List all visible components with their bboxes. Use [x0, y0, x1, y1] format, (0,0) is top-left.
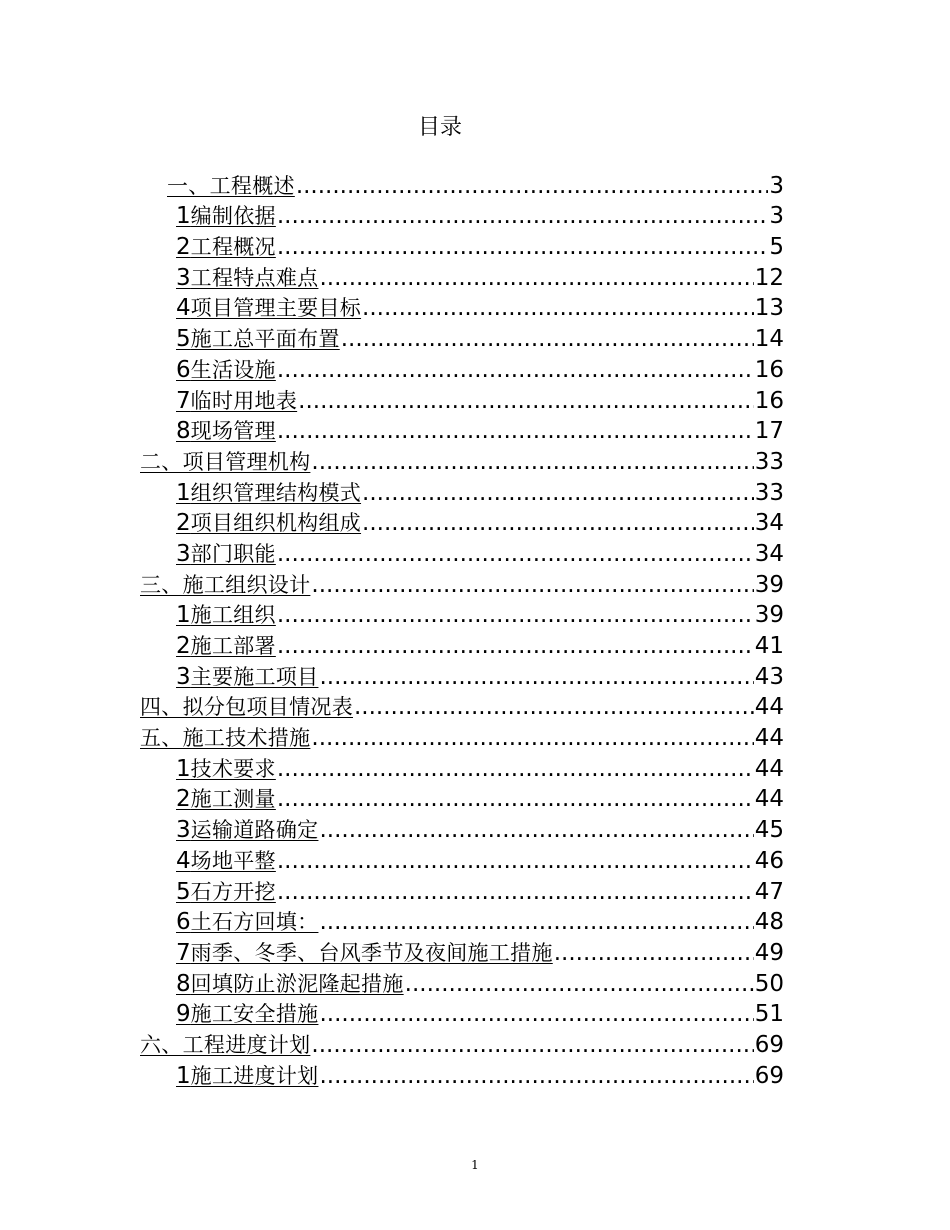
toc-page-number: 43	[754, 663, 784, 690]
toc-entry-text: 编制依据	[190, 204, 276, 229]
toc-link[interactable]	[176, 907, 784, 937]
toc-dot-leader	[319, 263, 753, 293]
toc-page-number: 16	[754, 356, 784, 383]
toc-page-number: 47	[754, 878, 784, 905]
toc-entry-number: 5	[176, 878, 191, 905]
toc-page-number: 44	[754, 694, 784, 721]
toc-entry-text: 项目组织机构组成	[190, 511, 362, 536]
toc-entry-label	[176, 846, 276, 876]
toc-entry	[0, 845, 950, 876]
toc-link[interactable]	[176, 969, 784, 999]
toc-link[interactable]	[176, 846, 784, 876]
toc-entry	[0, 446, 950, 477]
toc-link[interactable]	[176, 263, 784, 293]
toc-entry-number: 1	[176, 602, 191, 629]
toc-page-number: 39	[754, 602, 784, 629]
toc-dot-leader	[554, 938, 754, 968]
toc-entry-label	[176, 232, 276, 262]
toc-entry-label	[176, 938, 553, 968]
toc-page-number: 33	[754, 448, 784, 475]
toc-entry-number: 6	[176, 356, 191, 383]
toc-entry-number: 2	[176, 633, 191, 659]
toc-entry	[0, 538, 950, 569]
toc-dot-leader	[311, 723, 753, 753]
toc-link[interactable]	[167, 171, 784, 201]
toc-entry	[0, 661, 950, 692]
toc-page-number: 46	[754, 847, 784, 874]
toc-entry-number: 3	[176, 540, 191, 567]
toc-link[interactable]	[176, 999, 784, 1029]
toc-page-number: 3	[769, 172, 784, 199]
toc-dot-leader	[277, 539, 754, 569]
toc-entry-number: 4	[176, 847, 191, 874]
toc-dot-leader	[277, 631, 754, 661]
toc-entry-text: 施工总平面布置	[190, 327, 340, 352]
toc-entry-text: 五、施工技术措施	[140, 726, 311, 751]
toc-entry-label	[140, 570, 310, 600]
toc-entry	[0, 999, 950, 1030]
toc-entry-label	[176, 324, 340, 354]
toc-entry-text: 工程特点难点	[190, 265, 319, 290]
toc-entry	[0, 630, 950, 661]
toc-entry-number: 1	[176, 479, 191, 506]
toc-entry-number: 3	[176, 264, 191, 291]
toc-entry	[0, 907, 950, 938]
toc-entry	[0, 231, 950, 262]
toc-page-number: 69	[754, 1031, 784, 1058]
toc-entry-number: 7	[176, 939, 191, 966]
toc-entry	[0, 385, 950, 416]
toc-page-number: 39	[754, 571, 784, 598]
toc-link[interactable]	[176, 754, 784, 784]
toc-dot-leader	[277, 784, 754, 814]
toc-entry-number: 1	[176, 1062, 191, 1089]
toc-entry-text: 施工安全措施	[190, 1002, 319, 1027]
toc-entry-text: 施工部署	[190, 634, 276, 658]
toc-entry-label	[176, 662, 318, 692]
toc-entry	[0, 814, 950, 845]
toc-page-number: 48	[754, 909, 784, 936]
toc-entry	[0, 569, 950, 600]
toc-link[interactable]	[140, 1030, 784, 1060]
toc-entry	[0, 968, 950, 999]
toc-dot-leader	[277, 355, 754, 385]
toc-link[interactable]	[176, 478, 784, 508]
toc-entry-text: 组织管理结构模式	[190, 480, 362, 505]
toc-entry-text: 施工组织	[190, 603, 276, 628]
toc-entry-label	[176, 416, 276, 446]
toc-entry-text: 技术要求	[190, 756, 276, 781]
toc-entry-text: 石方开挖	[190, 879, 276, 904]
toc-page-number: 69	[754, 1062, 784, 1089]
toc-entry-label	[176, 815, 318, 845]
toc-entry	[0, 692, 950, 723]
toc-link[interactable]	[176, 386, 784, 416]
toc-link[interactable]	[176, 355, 784, 385]
toc-page-number: 49	[754, 939, 784, 966]
toc-dot-leader	[405, 969, 754, 999]
toc-dot-leader	[319, 907, 753, 937]
toc-entry-number: 2	[176, 510, 191, 537]
toc-entry-text: 主要施工项目	[190, 664, 319, 689]
toc-link[interactable]	[176, 293, 784, 323]
toc-entry-label	[140, 692, 353, 722]
toc-link[interactable]	[176, 232, 784, 262]
toc-entry	[0, 477, 950, 508]
toc-entry-text: 土石方回填：	[190, 910, 319, 935]
toc-entry-text: 部门职能	[190, 541, 276, 566]
toc-page-number: 33	[754, 479, 784, 506]
toc-entry-number: 2	[176, 234, 191, 261]
toc-link[interactable]	[140, 570, 784, 600]
toc-entry-label	[167, 171, 295, 201]
toc-link[interactable]	[176, 508, 784, 538]
toc-page-number: 44	[754, 755, 784, 782]
toc-entry-text: 场地平整	[190, 848, 276, 873]
toc-dot-leader	[277, 232, 769, 262]
toc-entry-label	[176, 877, 276, 907]
toc-entry-label	[176, 784, 276, 814]
toc-dot-leader	[277, 600, 754, 630]
toc-entry-label	[176, 386, 297, 416]
toc-entry-label	[176, 1061, 318, 1091]
toc-dot-leader	[311, 570, 753, 600]
toc-dot-leader	[311, 447, 753, 477]
toc-entry-text: 回填防止淤泥隆起措施	[190, 971, 404, 996]
toc-entry-label	[176, 293, 361, 323]
toc-entry	[0, 170, 950, 201]
toc-page-number: 51	[754, 1001, 784, 1028]
toc-link[interactable]	[176, 1061, 784, 1091]
toc-entry-number: 7	[176, 387, 191, 414]
page-number: 1	[471, 1158, 479, 1172]
toc-dot-leader	[319, 815, 753, 845]
toc-page-number: 45	[754, 817, 784, 844]
toc-link[interactable]	[176, 324, 784, 354]
toc-entry-label	[176, 263, 318, 293]
toc-link[interactable]	[176, 416, 784, 446]
toc-entry-label	[140, 1030, 310, 1060]
toc-entry-label	[176, 355, 276, 385]
toc-dot-leader	[341, 324, 754, 354]
toc-link[interactable]	[176, 201, 784, 231]
toc-dot-leader	[277, 416, 754, 446]
toc-entry-text: 雨季、冬季、台风季节及夜间施工措施	[190, 940, 553, 965]
toc-page-number: 44	[754, 725, 784, 752]
toc-dot-leader	[319, 1061, 753, 1091]
toc-page-number: 5	[769, 234, 784, 261]
toc-entry-number: 8	[176, 418, 191, 445]
toc-entry-text: 三、施工组织设计	[140, 572, 311, 597]
toc-entry-label	[176, 201, 276, 231]
toc-entry	[0, 323, 950, 354]
toc-page-number: 3	[769, 203, 784, 230]
toc-dot-leader	[296, 171, 769, 201]
toc-dot-leader	[298, 386, 754, 416]
toc-entry	[0, 753, 950, 784]
toc-entry-text: 一、工程概述	[167, 173, 295, 198]
toc-link[interactable]	[140, 447, 784, 477]
table-of-contents	[0, 170, 950, 1091]
toc-page-number: 41	[754, 633, 784, 659]
toc-page-number: 12	[754, 264, 784, 291]
toc-link[interactable]	[176, 815, 784, 845]
toc-page-number: 17	[754, 418, 784, 445]
toc-entry	[0, 876, 950, 907]
toc-link[interactable]	[176, 631, 784, 661]
toc-link[interactable]	[176, 662, 784, 692]
toc-entry-text: 四、拟分包项目情况表	[140, 695, 353, 720]
toc-entry-text: 施工测量	[190, 787, 276, 812]
toc-entry-number: 4	[176, 295, 191, 322]
toc-entry	[0, 1060, 950, 1091]
toc-entry	[0, 600, 950, 631]
toc-entry-text: 二、项目管理机构	[140, 449, 311, 474]
toc-entry-label	[176, 754, 276, 784]
toc-entry-text: 生活设施	[190, 357, 276, 382]
toc-entry	[0, 1029, 950, 1060]
toc-link[interactable]	[176, 600, 784, 630]
toc-entry-text: 现场管理	[190, 419, 276, 444]
toc-entry-label	[176, 539, 276, 569]
toc-entry	[0, 201, 950, 232]
toc-entry	[0, 508, 950, 539]
toc-entry-text: 项目管理主要目标	[190, 296, 362, 321]
toc-entry-label	[176, 508, 361, 538]
toc-page-number: 34	[754, 540, 784, 567]
toc-entry-label	[176, 999, 318, 1029]
toc-link[interactable]	[140, 692, 784, 722]
toc-entry-label	[140, 723, 310, 753]
toc-link[interactable]	[176, 539, 784, 569]
toc-entry-number: 3	[176, 817, 191, 844]
toc-entry-number: 6	[176, 909, 191, 936]
toc-dot-leader	[319, 999, 753, 1029]
toc-entry	[0, 293, 950, 324]
toc-entry-number: 1	[176, 203, 191, 230]
toc-dot-leader	[362, 508, 754, 538]
toc-entry-text: 运输道路确定	[190, 818, 319, 843]
toc-entry-label	[176, 478, 361, 508]
toc-page-number: 16	[754, 387, 784, 414]
toc-dot-leader	[319, 662, 753, 692]
toc-dot-leader	[277, 754, 754, 784]
toc-dot-leader	[311, 1030, 753, 1060]
toc-entry	[0, 722, 950, 753]
toc-entry-label	[140, 447, 310, 477]
toc-entry-number: 9	[176, 1001, 191, 1028]
toc-entry	[0, 354, 950, 385]
toc-link[interactable]	[140, 723, 784, 753]
toc-entry-number: 1	[176, 755, 191, 782]
toc-page-number: 34	[754, 510, 784, 537]
toc-dot-leader	[362, 478, 754, 508]
toc-page-number: 13	[754, 295, 784, 322]
toc-entry-label	[176, 969, 404, 999]
toc-entry	[0, 784, 950, 815]
toc-entry	[0, 416, 950, 447]
toc-page-number: 50	[754, 970, 784, 997]
toc-page-number: 44	[754, 786, 784, 813]
toc-entry-label	[176, 907, 318, 937]
toc-link[interactable]	[176, 877, 784, 907]
toc-entry-text: 临时用地表	[190, 388, 298, 413]
toc-link[interactable]	[176, 784, 784, 814]
page-title: 目录	[417, 115, 462, 140]
toc-dot-leader	[277, 201, 769, 231]
toc-entry-text: 工程概况	[190, 235, 276, 260]
toc-link[interactable]	[176, 938, 784, 968]
toc-entry-number: 5	[176, 326, 191, 353]
toc-page-number: 14	[754, 326, 784, 353]
toc-entry-label	[176, 631, 276, 661]
toc-entry	[0, 262, 950, 293]
toc-entry	[0, 937, 950, 968]
toc-entry-number: 2	[176, 786, 191, 813]
toc-entry-number: 8	[176, 970, 191, 997]
toc-entry-label	[176, 600, 276, 630]
toc-entry-text: 六、工程进度计划	[140, 1032, 311, 1057]
toc-dot-leader	[277, 877, 754, 907]
toc-entry-number: 3	[176, 663, 191, 690]
toc-dot-leader	[362, 293, 754, 323]
toc-dot-leader	[277, 846, 754, 876]
toc-dot-leader	[354, 692, 754, 722]
toc-entry-text: 施工进度计划	[190, 1063, 319, 1088]
